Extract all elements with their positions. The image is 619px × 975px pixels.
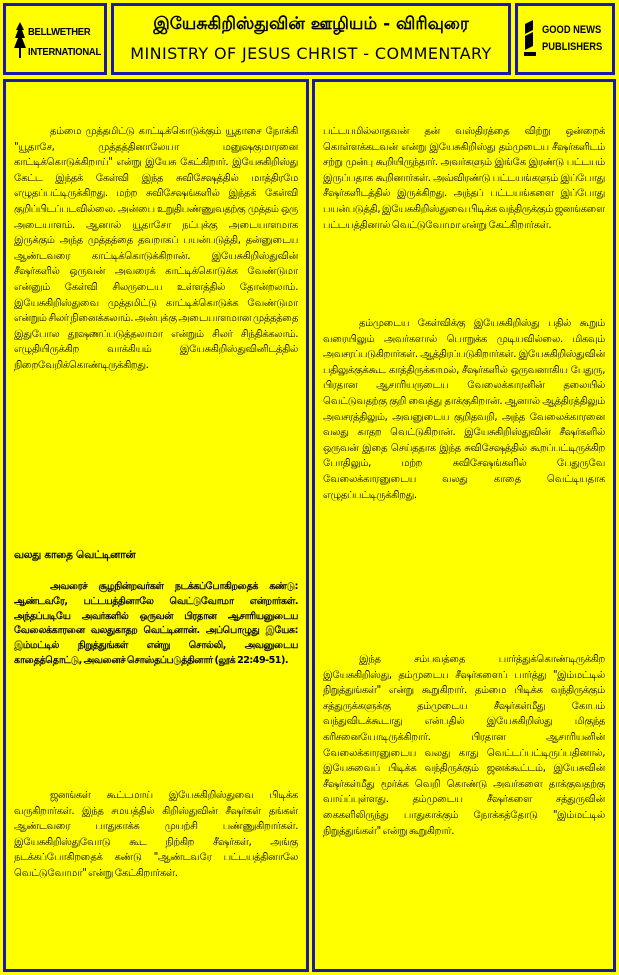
bellwether-line1: BELLWETHER <box>28 26 91 38</box>
page-title-english: MINISTRY OF JESUS CHRIST - COMMENTARY <box>130 44 492 63</box>
publisher-logo-box-right <box>515 3 615 75</box>
bellwether-line2: INTERNATIONAL <box>28 46 101 58</box>
left-paragraph-1: தம்மை முத்தமிட்டு காட்டிக்கொடுக்கும் யூதாசை நோக்கி "யூதாசே, முத்தத்தினாலேயா மனுஷகுமாரனை காட்டிக்கொடுக்கிறாய்" என்று இயேசு கேட்கிறார். இயேசுகிறிஸ்து கேட்ட இந்தக் கேள்வி இந்த சுவிசேஷத்தில் மாத்திரமே எழுதப்பட்டிருக்கிறது. மற்ற சுவிசேஷங்களில் இந்தக் கேள்வி குறிப்பிடப்படவில்லை. அன்பை உறுதிபண்ணுவதற்கு முத்தம் ஒரு அடையாளம். ஆனால் யூதாசோ நட்புக்கு அடையாளமாக இருக்கும் அந்த முத்தத்தை தவறாகப் பயன்படுத்தி, தன்னுடைய ஆண்டவரை காட்டிக்கொடுக்கிறான். இயேசுகிறிஸ்துவின் சீஷர்களில் ஒருவன் அவரைக் காட்டிக்கொடுக்க வேண்டுமா என்னும் கேள்வி சிலருடைய உள்ளத்தில் தோன்றலாம். இயேசுகிறிஸ்துவை முத்தமிட்டு காட்டிக்கொடுக்க வேண்டுமா என்றும் சிலர் நினைக்கலாம். அன்புக்கு அடையாளமான முத்தத்தை இதுபோல தூஷணப்படுத்தலாமா என்றும் சிலர் சிந்திக்கலாம். எழுதியிருக்கிற வாக்கியம் இயேசுகிறிஸ்துவினிடத்தில் நிறைவேறிக்கொண்டிருக்கிறது. <box>14 126 298 371</box>
bellwether-sheep-logo-icon <box>12 20 28 60</box>
bellwether-logo-text <box>28 22 101 62</box>
right-column <box>312 79 616 972</box>
page-title-tamil: இயேசுகிறிஸ்துவின் ஊழியம் - விரிவுரை <box>153 14 469 34</box>
publisher-logo-box-left <box>3 3 107 75</box>
header <box>3 3 615 75</box>
title-box <box>111 3 511 75</box>
good-news-logo-text <box>542 22 602 56</box>
right-paragraph-3: இந்த சம்பவத்தை பார்த்துக்கொண்டிருக்கிற இயேசுகிறிஸ்து, தம்முடைய சீஷர்களைப் பார்த்து "இம்மட்டில் நிறுத்துங்கள்" என்று கூறுகிறார். தம்மை பிடிக்க வந்திருக்கும் சத்துருக்களுக்கு தம்முடைய சீஷர்கள்மீது கோபம் வந்துவிடக்கூடாது என்பதில் இயேசுகிறிஸ்து மிகுந்த கரிசனையோடிருக்கிறார். பிரதான ஆசாரியனின் வேலைக்காரனுடைய வலது காது வெட்டப்பட்டிருப்பதினால், இயேசுவைப் பிடிக்க வந்திருக்கும் ஜனக்கூட்டம், இயேசுவின் சீஷர்கள்மீது மூர்க்க வெறி கொண்டு அவர்களை தாக்குவதற்கு வாய்ப்புள்ளது. தம்முடைய சீஷர்களை சத்துருவின் கைகளிலிருந்து பாதுகாக்கும் நோக்கத்தோடு "இம்மட்டில் நிறுத்துங்கள்" என்று கூறுகிறார். <box>323 654 605 837</box>
right-paragraph-1: பட்டயமில்லாதவன் தன் வஸ்திரத்தை விற்று ஒன்றைக் கொள்ளக்கடவன் என்று இயேசுகிறிஸ்து தம்முடைய சீஷர்களிடம் சற்று முன்பு கூறியிருந்தார். அவர்களும் இங்கே இரண்டு பட்டயம் இருப்பதாக கூறினார்கள். அவ்விரண்டு பட்டயங்களும் இப்போது சீஷர்களிடத்தில் இருக்கிறது. அந்தப் பட்டயங்களை இப்போது பயன்படுத்தி, இயேசுகிறிஸ்துவை பிடிக்க வந்திருக்கும் ஜனங்களை பட்டயத்தினால் வெட்டுவோமா என்று கேட்கிறார்கள். <box>323 126 605 231</box>
left-column <box>3 79 309 972</box>
good-news-logo <box>522 18 610 62</box>
section-heading: வலது காதை வெட்டினான் <box>14 549 136 561</box>
good-news-line1: GOOD NEWS <box>542 24 602 36</box>
left-paragraph-2: ஜனங்கள் கூட்டமாய் இயேசுகிறிஸ்துவை பிடிக்க வருகிறார்கள். இந்த சமயத்தில் கிறிஸ்துவின் சீஷர்கள் தங்கள் ஆண்டவரை பாதுகாக்க முயற்சி பண்ணுகிறார்கள். இயேசுகிறிஸ்துவோடு கூட நிற்கிற சீஷர்கள், அங்கு நடக்கப்போகிறதைக் கண்டு "ஆண்டவரே பட்டயத்தினாலே வெட்டுவோமா" என்று கேட்கிறார்கள். <box>14 790 298 879</box>
right-column-content <box>323 82 605 969</box>
right-paragraph-2: தம்முடைய கேள்விக்கு இயேசுகிறிஸ்து பதில் கூறும் வரையிலும் அவர்களால் பொறுக்க முடியவில்லை. மிகவும் அவசரப்படுகிறார்கள். ஆத்திரப்படுகிறார்கள். இயேசுகிறிஸ்துவின் பதிலுக்குக்கூட காத்திருக்காமல், சீஷர்களில் ஒருவனாகிய பேதுரு, பிரதான ஆசாரியருடைய வேலைக்காரனின் தலையில் வெட்டுவதற்கு குறி வைத்து தாக்குகிறான். ஆனால் ஆத்திரத்திலும் அவசரத்திலும், அவனுடைய குறிதவறி, அந்த வேலைக்காரனை வலது காதற வெட்டுகிறான். இயேசுகிறிஸ்துவின் சீஷர்களில் ஒருவன் இதை செய்ததாக இந்த சுவிசேஷத்தில் கூறப்பட்டிருக்கிற போதிலும், மற்ற சுவிசேஷங்களில் பேதுருவே வேலைக்காரனுடைய வலது காதை வெட்டியதாக எழுதப்பட்டிருக்கிறது. <box>323 318 605 501</box>
good-news-line2: PUBLISHERS <box>542 41 603 53</box>
bellwether-logo <box>12 20 100 64</box>
scripture-quote: அவரைச் சூழநின்றவர்கள் நடக்கப்போகிறதைக் கண்டு: ஆண்டவரே, பட்டயத்தினாலே வெட்டுவோமா என்றார்கள். அந்தப்படியே அவர்களில் ஒருவன் பிரதான ஆசாரியனுடைய வேலைக்காரனை வலதுகாதற வெட்டினான். அப்பொழுது இயேசு: இம்மட்டில் நிறுத்துங்கள் என்று சொல்லி, அவனுடைய காதைத்தொட்டு, அவனைச் சொஸ்தப்படுத்தினார் (லூக் 22:49-51). <box>14 581 298 666</box>
left-column-content <box>14 82 298 969</box>
